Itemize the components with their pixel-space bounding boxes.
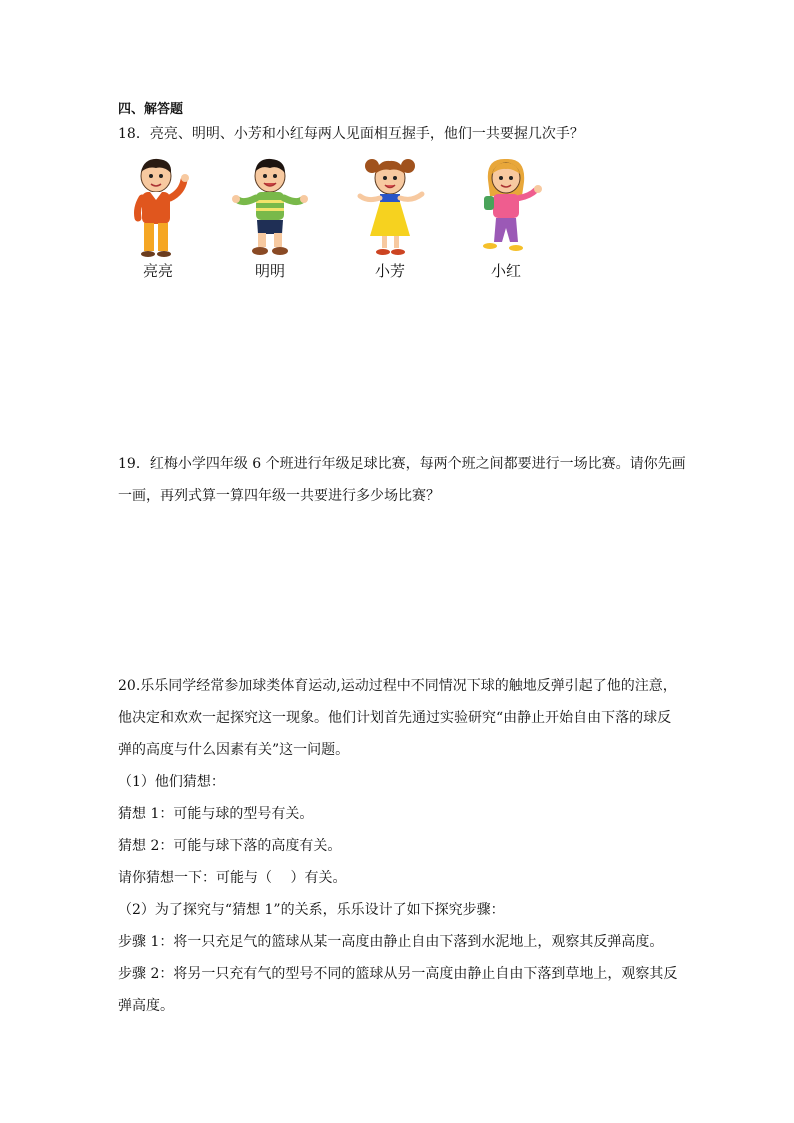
question-20-line: 弹高度。 (118, 998, 174, 1014)
character-xiaofang (350, 156, 430, 281)
question-19-line-1: 19．红梅小学四年级 6 个班进行年级足球比赛，每两个班之间都要进行一场比赛。请你先画 (118, 456, 686, 472)
question-20-line: （2）为了探究与“猜想 1”的关系，乐乐设计了如下探究步骤： (118, 902, 505, 918)
question-20-line: 猜想 2：可能与球下落的高度有关。 (118, 838, 342, 854)
character-name: 亮亮 (142, 262, 173, 280)
character-xiaohong (466, 156, 546, 281)
character-liangliang (118, 156, 198, 281)
section-title: 四、解答题 (118, 102, 184, 117)
character-name: 小红 (490, 262, 521, 280)
character-name: 明明 (254, 262, 285, 280)
question-20-line: 步骤 2：将另一只充有气的型号不同的篮球从另一高度由静止自由下落到草地上，观察其反 (118, 966, 678, 982)
question-19-line-2: 一画，再列式算一算四年级一共要进行多少场比赛？ (118, 488, 440, 504)
character-name: 小芳 (374, 262, 405, 280)
character-mingming (230, 156, 310, 281)
question-20-line: 请你猜想一下：可能与（ ）有关。 (118, 870, 347, 886)
question-20-line: 猜想 1：可能与球的型号有关。 (118, 806, 314, 822)
question-20-line: （1）他们猜想： (118, 774, 225, 790)
girl-pink-jacket-icon (466, 156, 546, 261)
girl-yellow-dress-icon (350, 156, 430, 261)
question-20-line: 弹的高度与什么因素有关”这一问题。 (118, 742, 350, 758)
boy-striped-shirt-icon (230, 156, 310, 261)
boy-orange-sweater-icon (118, 156, 198, 261)
question-20-line: 步骤 1：将一只充足气的篮球从某一高度由静止自由下落到水泥地上，观察其反弹高度。 (118, 934, 664, 950)
character-figures (118, 156, 558, 286)
question-20-line: 他决定和欢欢一起探究这一现象。他们计划首先通过实验研究“由静止开始自由下落的球反 (118, 710, 672, 726)
question-18: 18．亮亮、明明、小芳和小红每两人见面相互握手，他们一共要握几次手？ (118, 126, 584, 142)
question-20-line: 20.乐乐同学经常参加球类体育运动,运动过程中不同情况下球的触地反弹引起了他的注意， (118, 678, 677, 694)
